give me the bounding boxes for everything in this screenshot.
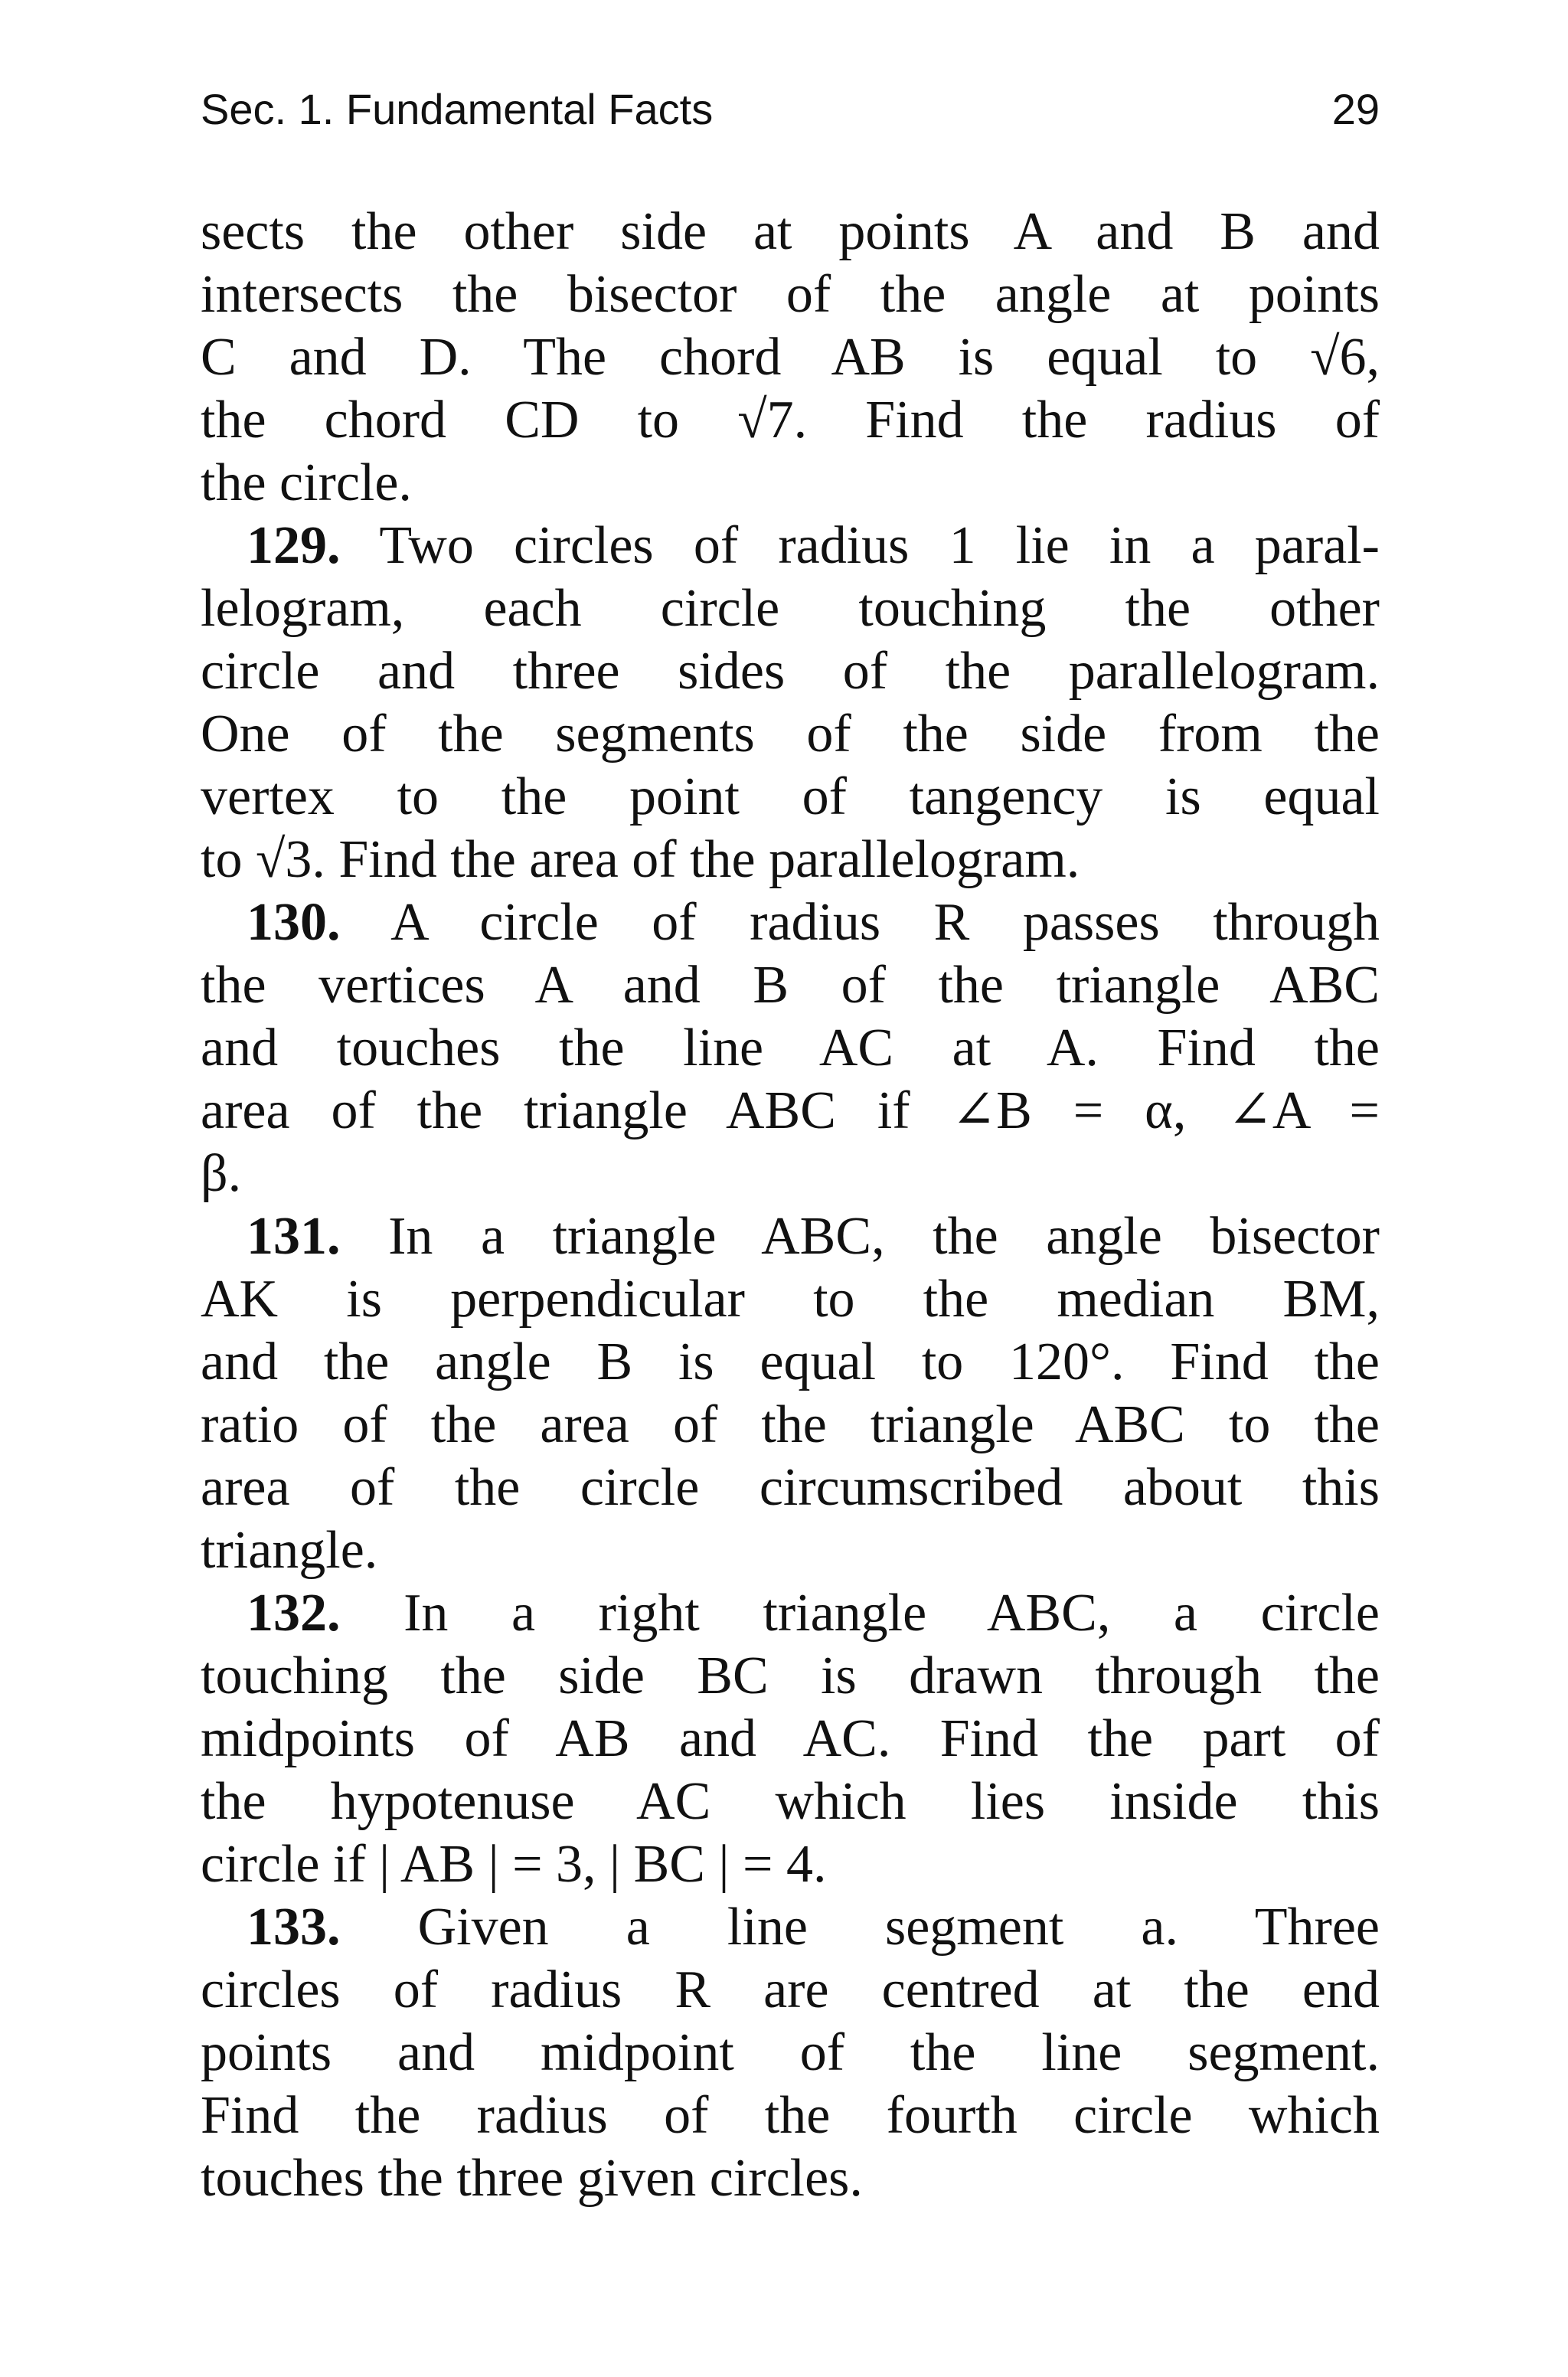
problem-start-line [201, 515, 1380, 577]
text-line [201, 640, 1380, 703]
line-text: sects the other side at points A and B and [201, 202, 1380, 261]
line-text: AK is perpendicular to the median BM, [201, 1270, 1380, 1329]
text-line [201, 452, 1380, 515]
text-line [201, 2022, 1380, 2084]
line-text: Given a line segment a. Three [340, 1898, 1380, 1957]
line-text: ratio of the area of the triangle ABC to the [201, 1395, 1380, 1454]
text-line [201, 1394, 1380, 1457]
line-text: touching the side BC is drawn through the [201, 1646, 1380, 1705]
text-line [201, 389, 1380, 452]
line-text: points and midpoint of the line segment. [201, 2023, 1380, 2082]
line-text: to √3. Find the area of the parallelogram. [201, 830, 1080, 889]
problem-number: 133. [247, 1898, 341, 1957]
line-text: touches the three given circles. [201, 2149, 863, 2208]
line-text: the chord CD to √7. Find the radius of [201, 391, 1380, 450]
text-line [201, 1519, 1380, 1582]
problem-number: 129. [247, 516, 341, 575]
line-text: In a triangle ABC, the angle bisector [340, 1207, 1380, 1266]
text-line [201, 1770, 1380, 1833]
text-line [201, 766, 1380, 829]
problem-number: 132. [247, 1584, 341, 1643]
page-number: 29 [1331, 85, 1380, 133]
text-line [201, 326, 1380, 389]
line-text: vertex to the point of tangency is equal [201, 767, 1380, 826]
line-text: lelogram, each circle touching the other [201, 579, 1380, 638]
line-text: the circle. [201, 453, 412, 512]
problem-start-line [201, 1205, 1380, 1268]
line-text: the vertices A and B of the triangle ABC [201, 956, 1380, 1015]
text-line [201, 2084, 1380, 2147]
text-line [201, 829, 1380, 891]
text-line [201, 1833, 1380, 1896]
line-text: Two circles of radius 1 lie in a paral- [340, 516, 1380, 575]
line-text: circles of radius R are centred at the end [201, 1960, 1380, 2019]
line-text: In a right triangle ABC, a circle [340, 1584, 1380, 1643]
text-line [201, 1457, 1380, 1519]
line-text: area of the triangle ABC if ∠B = α, ∠A = [201, 1081, 1380, 1140]
line-text: midpoints of AB and AC. Find the part of [201, 1709, 1380, 1768]
line-text: One of the segments of the side from the [201, 705, 1380, 763]
section-title: Sec. 1. Fundamental Facts [201, 85, 714, 133]
text-line [201, 954, 1380, 1017]
line-text: triangle. [201, 1521, 378, 1580]
text-line [201, 1959, 1380, 2022]
text-line [201, 1708, 1380, 1770]
line-text: Find the radius of the fourth circle which [201, 2086, 1380, 2145]
text-line [201, 2147, 1380, 2210]
text-line [201, 201, 1380, 263]
text-line [201, 1143, 1380, 1205]
line-text: area of the circle circumscribed about this [201, 1458, 1380, 1517]
line-text: circle if | AB | = 3, | BC | = 4. [201, 1835, 827, 1894]
text-line [201, 577, 1380, 640]
line-text: A circle of radius R passes through [340, 893, 1380, 952]
line-text: C and D. The chord AB is equal to √6, [201, 328, 1380, 387]
line-text: β. [201, 1144, 242, 1203]
line-text: the hypotenuse AC which lies inside this [201, 1772, 1380, 1831]
problem-number: 130. [247, 893, 341, 952]
text-line [201, 1017, 1380, 1080]
problem-start-line [201, 1582, 1380, 1645]
text-line [201, 1268, 1380, 1331]
text-line [201, 1331, 1380, 1394]
line-text: and touches the line AC at A. Find the [201, 1018, 1380, 1077]
text-line [201, 1080, 1380, 1143]
text-line [201, 263, 1380, 326]
problem-number: 131. [247, 1207, 341, 1266]
text-line [201, 1645, 1380, 1708]
text-line [201, 703, 1380, 766]
line-text: intersects the bisector of the angle at points [201, 265, 1380, 324]
problem-start-line [201, 1896, 1380, 1959]
problem-start-line [201, 891, 1380, 954]
problem-text [201, 201, 1380, 2210]
running-header [201, 75, 1380, 144]
line-text: circle and three sides of the parallelogram. [201, 642, 1380, 701]
line-text: and the angle B is equal to 120°. Find the [201, 1332, 1380, 1391]
